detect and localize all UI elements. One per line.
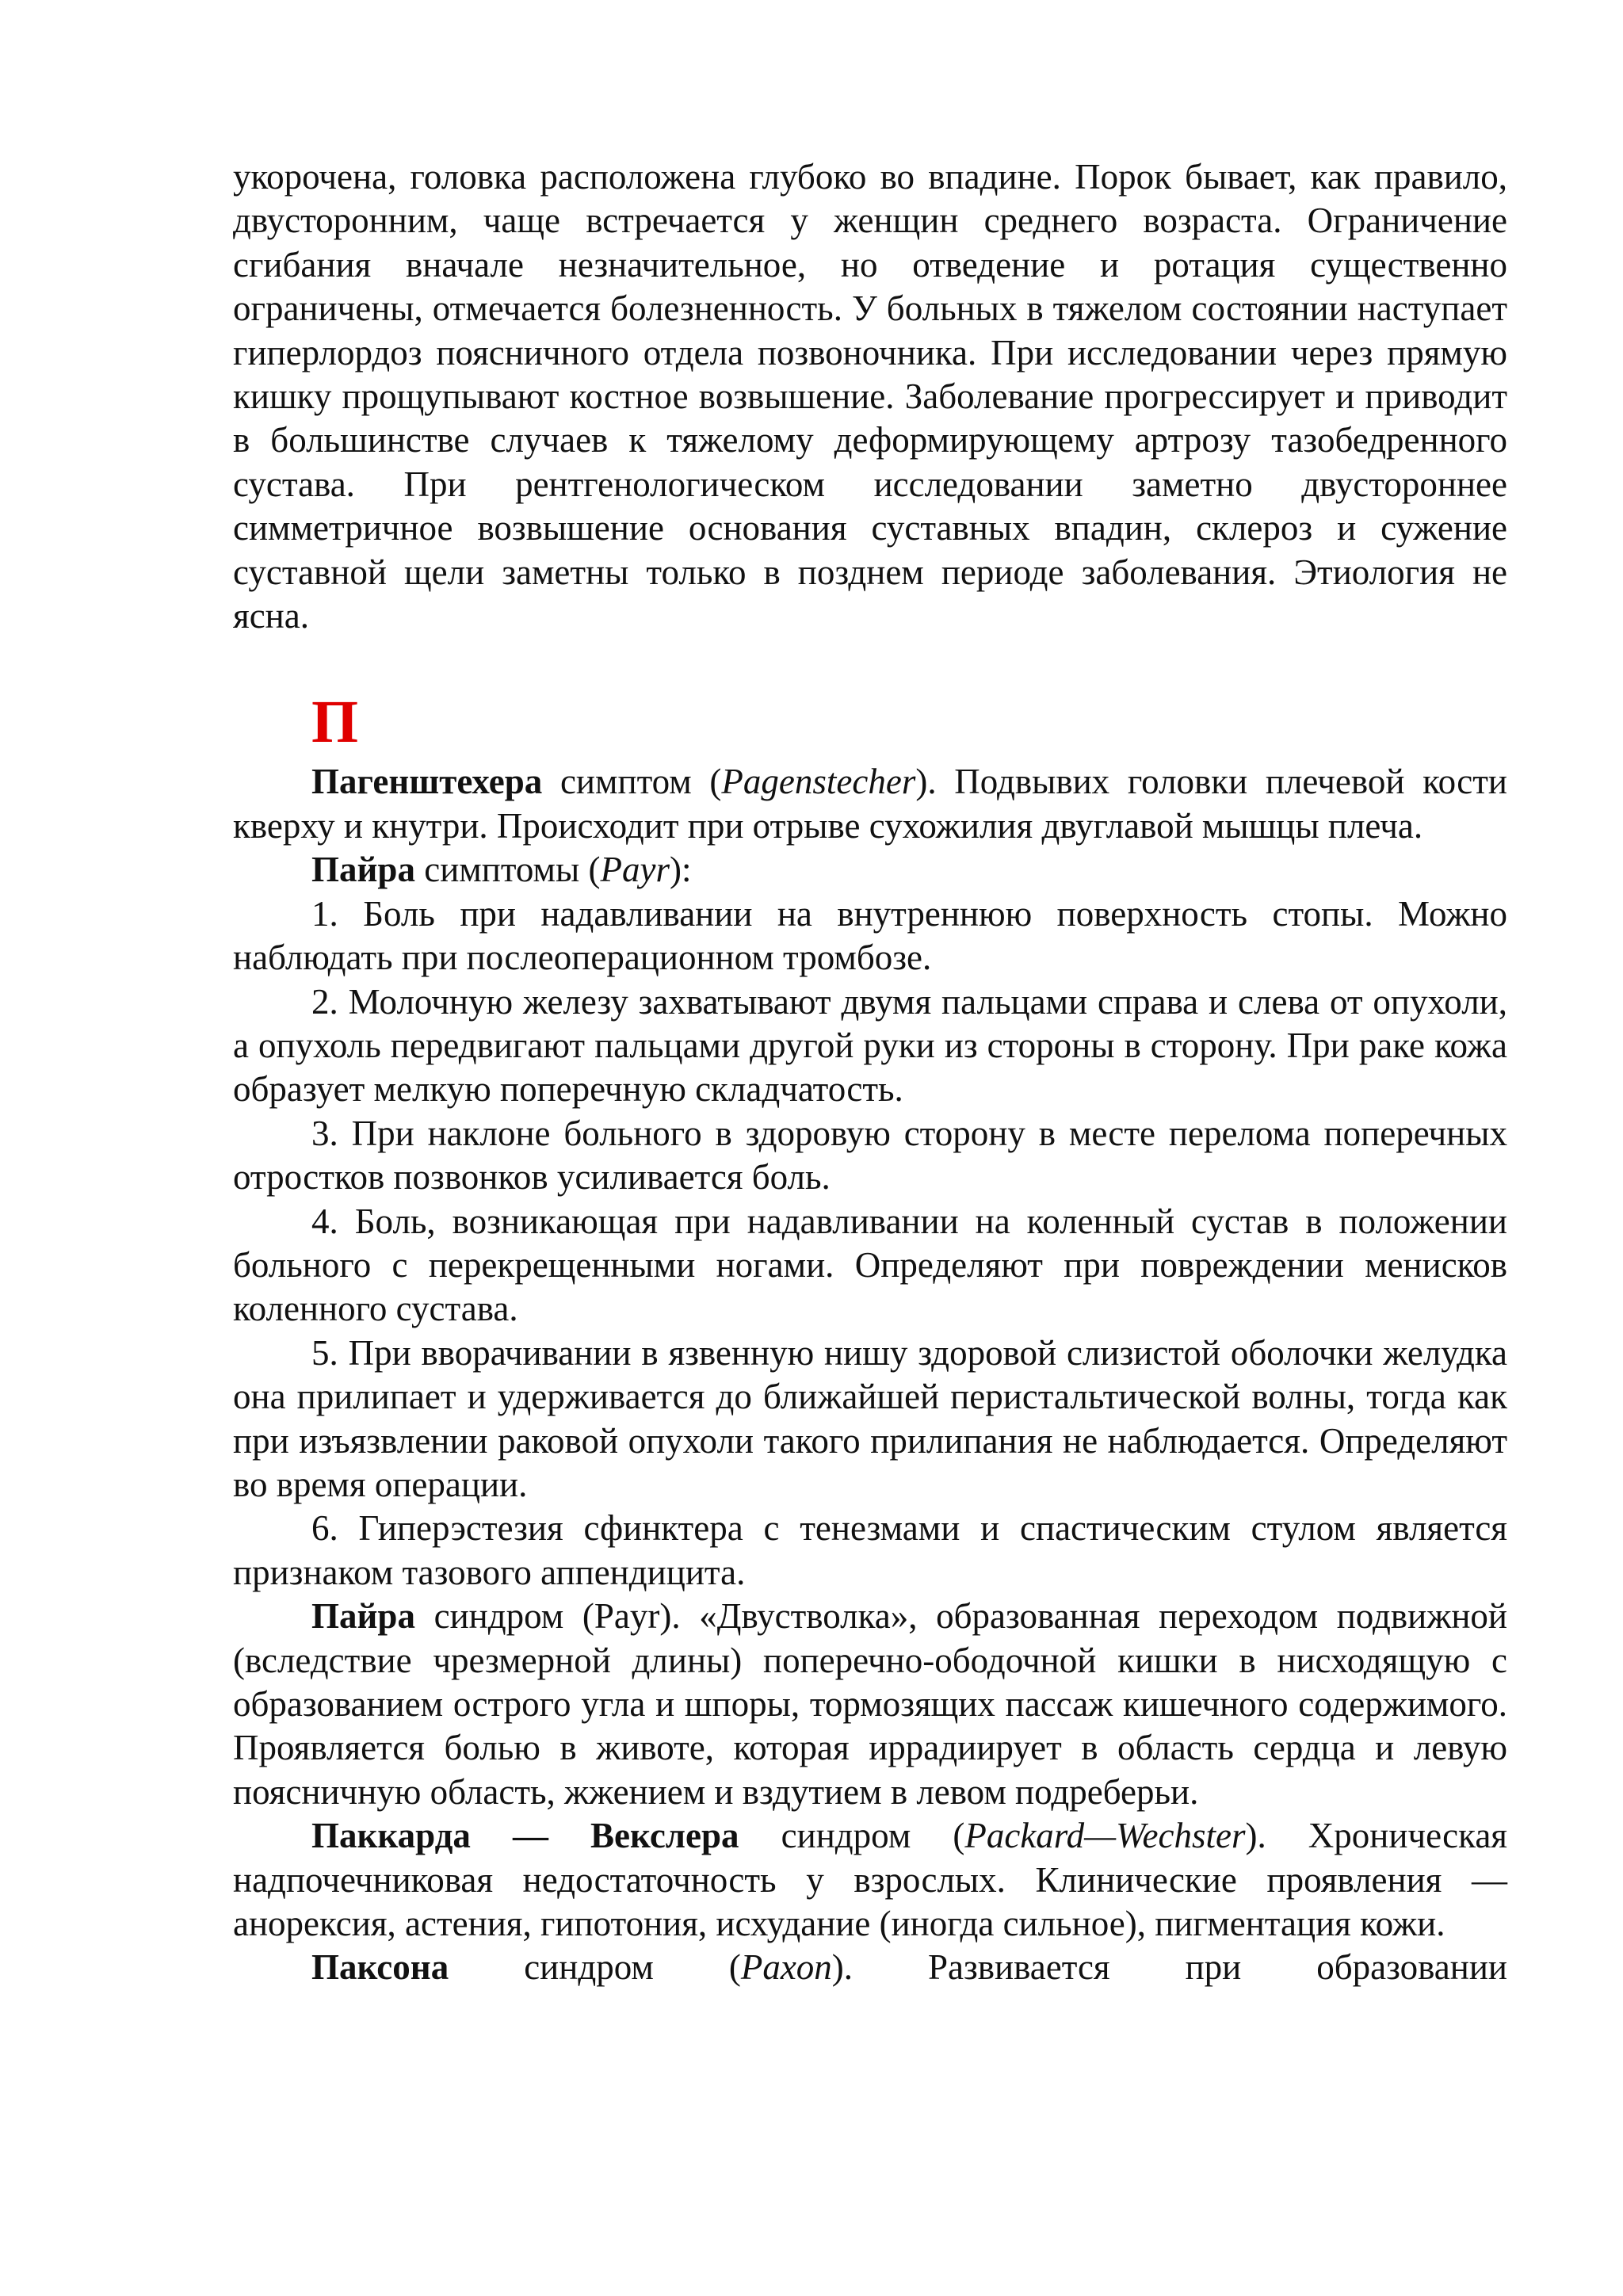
entry-term: Паксона (311, 1947, 449, 1988)
entry-text: ). Развивается при образовании (831, 1947, 1507, 1988)
entry-packard-wechsler (233, 1814, 1507, 1946)
entry-text: симптомы ( (414, 850, 601, 890)
entry-term: Пайра (311, 850, 415, 890)
intro-paragraph: укорочена, головка расположена глубоко во впадине. Порок бывает, как правило, двусторонним, чаще встречается у женщин среднего возраста. Ограничение сгибания вначале незначительное, но отведение и ротация существенно ограничены, отмечается болезненность. У больных в тяжелом состоянии наступает гиперлордоз поясничного отдела позвоночника. При исследовании через прямую кишку прощупывают костное возвышение. Заболевание прогрессирует и приводит в большинстве случаев к тяжелому деформирующему артрозу тазобедренного сустава. При рентгенологическом исследовании заметно двустороннее симметричное возвышение основания суставных впадин, склероз и сужение суставной щели заметны только в позднем периоде заболевания. Этиология не ясна. (233, 157, 1507, 636)
entry-term: Пагенштехера (311, 762, 543, 802)
entry-latin-name: Packard—Wechster (964, 1816, 1246, 1856)
entry-latin-name: Payr (600, 850, 670, 890)
payr-symptom-item: 3. При наклоне больного в здоровую сторону в месте перелома поперечных отростков позвонков усиливается боль. (233, 1113, 1507, 1198)
entry-text: симптом ( (542, 762, 722, 802)
entry-payr-symptoms (233, 848, 1507, 892)
entry-text: ): (669, 850, 692, 890)
entry-term: Пайра (311, 1596, 415, 1637)
entry-text: синдром ( (449, 1947, 741, 1988)
entry-text: синдром (Payr). «Двустволка», образованная переходом подвижной (вследствие чрезмерной длины) поперечно-ободочной кишки в нисходящую с образованием острого угла и шпоры, тормозящих пассаж кишечного содержимого. Проявляется болью в животе, которая иррадиирует в область сердца и левую поясничную область, жжением и вздутием в левом подреберьи. (233, 1596, 1507, 1812)
entry-payr-syndrome (233, 1595, 1507, 1814)
payr-symptom-item: 5. При вворачивании в язвенную нишу здоровой слизистой оболочки желудка она прилипает и удерживается до ближайшей перистальтической волны, тогда как при изъязвлении раковой опухоли такого прилипания не наблюдается. Определяют во время операции. (233, 1332, 1507, 1504)
entry-text: синдром ( (739, 1816, 965, 1856)
entry-pagenstecher (233, 760, 1507, 848)
section-letter: П (311, 689, 359, 756)
document-page (233, 155, 1507, 1990)
entry-latin-name: Paxon (740, 1947, 832, 1988)
payr-symptom-item: 4. Боль, возникающая при надавливании на коленный сустав в положении больного с перекрещенными ногами. Определяют при повреждении менисков коленного сустава. (233, 1201, 1507, 1329)
payr-symptom-item: 2. Молочную железу захватывают двумя пальцами справа и слева от опухоли, а опухоль передвигают пальцами другой руки из стороны в сторону. При раке кожа образует мелкую поперечную складчатость. (233, 981, 1507, 1110)
payr-symptom-item: 6. Гиперэстезия сфинктера с тенезмами и спастическим стулом является признаком тазового аппендицита. (233, 1508, 1507, 1592)
entry-term: Паккарда — Векслера (311, 1816, 739, 1856)
entry-latin-name: Pagenstecher (721, 762, 916, 802)
payr-symptom-item: 1. Боль при надавливании на внутреннюю поверхность стопы. Можно наблюдать при послеоперационном тромбозе. (233, 893, 1507, 978)
entry-text: ). Хроническая надпочечниковая недостаточность у взрослых. Клинические проявления — анорексия, астения, гипотония, исхудание (иногда сильное), пигментация кожи. (233, 1816, 1508, 1944)
entry-paxon (233, 1946, 1507, 1989)
entry-text: ). Подвывих головки плечевой кости кверху и кнутри. Происходит при отрыве сухожилия двуглавой мышцы плеча. (233, 762, 1507, 846)
